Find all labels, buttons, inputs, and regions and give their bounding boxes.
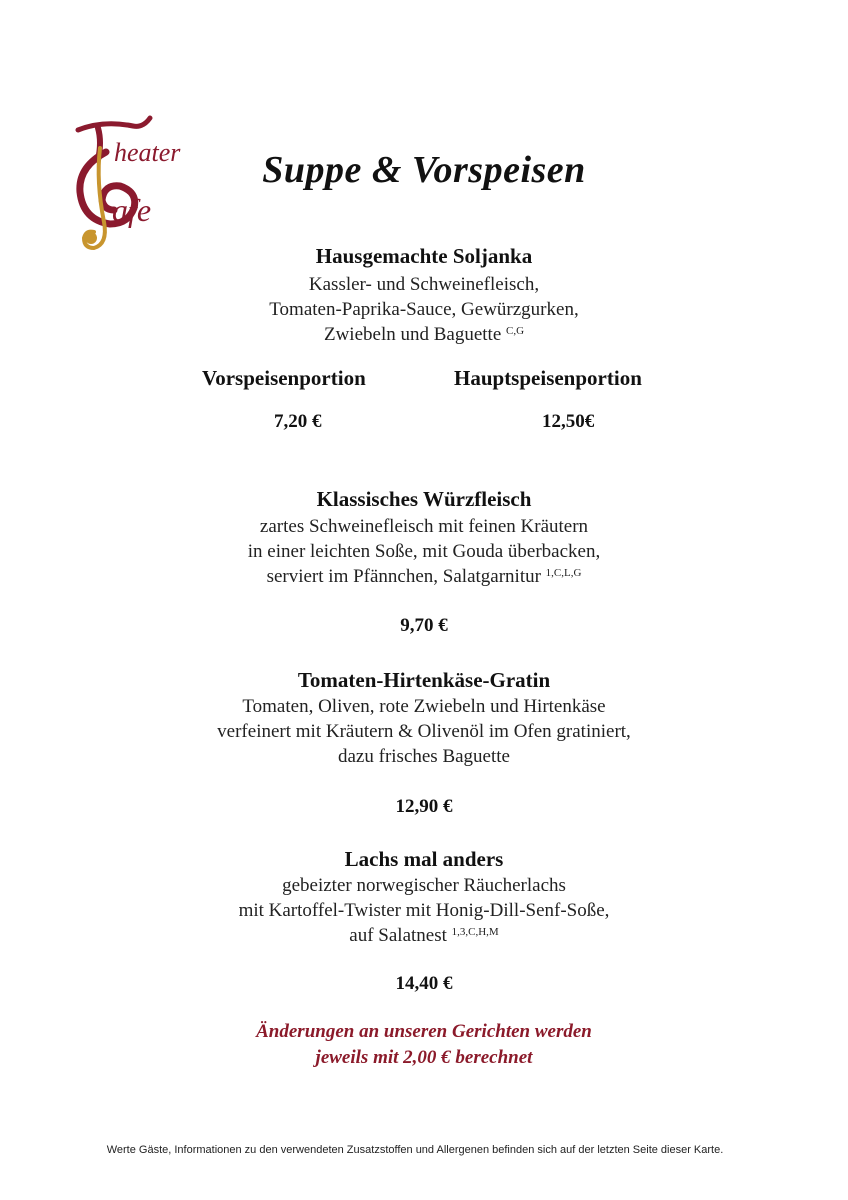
description-line: verfeinert mit Kräutern & Olivenöl im Ofen gratiniert, — [217, 721, 631, 742]
description-line: Tomaten-Paprika-Sauce, Gewürzgurken, — [269, 299, 579, 320]
note-line: Änderungen an unseren Gerichten werden — [256, 1021, 592, 1042]
portion-price-starter: 7,20 € — [274, 411, 322, 432]
description-line-with-allergens: serviert im Pfännchen, Salatgarnitur $^{1,C,L,G}$ — [266, 566, 582, 587]
portion-label-starter: Vorspeisenportion — [202, 366, 366, 390]
description-line-with-allergens: Zwiebeln und Baguette $^{C,G}$ — [323, 324, 525, 345]
dish-price-lachs: 14,40 € — [395, 973, 453, 994]
page-title — [0, 148, 848, 192]
portion-label-main: Hauptspeisenportion — [454, 366, 642, 390]
description-line: in einer leichten Soße, mit Gouda überbacken, — [247, 541, 601, 562]
dish-description-lachs — [0, 873, 848, 948]
description-line-with-allergens: auf Salatnest $^{1,3,C,H,M}$ — [349, 925, 499, 946]
description-line: mit Kartoffel-Twister mit Honig-Dill-Senf-Soße, — [238, 900, 610, 921]
allergen-codes: C,G — [506, 325, 525, 337]
dish-description-soljanka — [0, 272, 848, 347]
surcharge-note — [0, 1019, 848, 1071]
page-title-text: Suppe & Vorspeisen — [262, 149, 586, 191]
description-line: Kassler- und Schweinefleisch, — [308, 274, 540, 295]
allergen-codes: 1,3,C,H,M — [451, 926, 499, 938]
portion-price-main: 12,50€ — [542, 411, 595, 432]
dish-name-gratin: Tomaten-Hirtenkäse-Gratin — [297, 668, 551, 692]
dish-description-wuerzfleisch — [0, 514, 848, 589]
dish-name-soljanka: Hausgemachte Soljanka — [315, 244, 533, 268]
allergen-codes: 1,C,L,G — [545, 567, 582, 579]
description-line: Tomaten, Oliven, rote Zwiebeln und Hirtenkäse — [242, 696, 606, 717]
logo-word-afe: afe — [112, 192, 152, 228]
note-line: jeweils mit 2,00 € berechnet — [315, 1047, 533, 1068]
dish-description-gratin — [0, 694, 848, 769]
dish-name-lachs: Lachs mal anders — [344, 847, 504, 871]
allergen-info-footer: Werte Gäste, Informationen zu den verwendeten Zusatzstoffen und Allergenen befinden sich auf der letzten Seite dieser Karte. — [106, 1144, 724, 1156]
dish-price-gratin: 12,90 € — [395, 796, 453, 817]
dish-name-wuerzfleisch: Klassisches Würzfleisch — [316, 487, 532, 511]
description-line: gebeizter norwegischer Räucherlachs — [282, 875, 566, 896]
description-line: zartes Schweinefleisch mit feinen Kräutern — [259, 516, 589, 537]
description-line: dazu frisches Baguette — [338, 746, 510, 767]
logo-word-heater: heater — [114, 138, 181, 167]
dish-price-wuerzfleisch: 9,70 € — [400, 615, 448, 636]
